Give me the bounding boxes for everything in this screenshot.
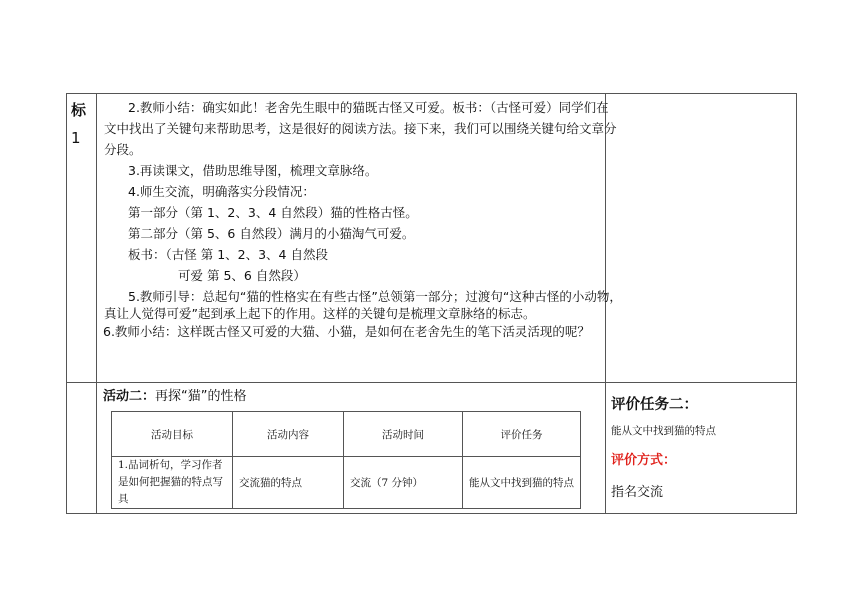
- text-line: 第一部分（第 1、2、3、4 自然段）猫的性格古怪。: [128, 205, 418, 220]
- evaluation-task-desc: 能从文中找到猫的特点: [611, 425, 716, 437]
- table-border-right: [796, 93, 797, 514]
- cell-evaluation: 能从文中找到猫的特点: [463, 457, 581, 509]
- evaluation-method-label: 评价方式：: [611, 453, 677, 468]
- evaluation-task-title: 评价任务二：: [611, 397, 698, 413]
- table-border-bottom: [66, 513, 797, 514]
- cell-time: 交流（7 分钟）: [344, 457, 463, 509]
- header-evaluation: 评价任务: [463, 412, 581, 457]
- activity-two-heading: [103, 385, 247, 404]
- header-goal: 活动目标: [112, 412, 233, 457]
- activity-label: 活动二：: [103, 389, 156, 404]
- text-line: 4.师生交流，明确落实分段情况：: [128, 184, 315, 199]
- table-border-top: [66, 93, 797, 94]
- column-divider-label: [96, 93, 97, 514]
- text-line: 2.教师小结：确实如此！老舍先生眼中的猫既古怪又可爱。板书：（古怪可爱）同学们在: [128, 100, 609, 115]
- table-row: [112, 457, 581, 509]
- cell-content: 交流猫的特点: [233, 457, 344, 509]
- cell-goal: 1.品词析句，学习作者是如何把握猫的特点写具: [112, 457, 233, 509]
- text-line: 分段。: [104, 142, 142, 157]
- row-label-1: 标: [71, 101, 87, 119]
- text-line: 真让人觉得可爱”起到承上起下的作用。这样的关键句是梳理文章脉络的标志。: [104, 306, 536, 321]
- text-line: 可爱 第 5、6 自然段）: [178, 268, 306, 283]
- text-line: 第二部分（第 5、6 自然段）满月的小猫淘气可爱。: [128, 226, 415, 241]
- table-border-left: [66, 93, 67, 514]
- row1-content: [104, 97, 622, 342]
- evaluation-method: 指名交流: [611, 485, 664, 500]
- text-line: 6.教师小结：这样既古怪又可爱的大猫、小猫，是如何在老舍先生的笔下活灵活现的呢？: [103, 324, 590, 339]
- header-time: 活动时间: [344, 412, 463, 457]
- text-line: 3.再读课文，借助思维导图，梳理文章脉络。: [128, 163, 378, 178]
- lesson-plan-table: [66, 93, 797, 514]
- row-divider: [66, 382, 797, 383]
- activity-table: [111, 411, 581, 509]
- text-line: 文中找出了关键句来帮助思考，这是很好的阅读方法。接下来，我们可以围绕关键句给文章分: [104, 121, 617, 136]
- text-line: 板书：（古怪 第 1、2、3、4 自然段: [128, 247, 328, 262]
- table-header-row: [112, 412, 581, 457]
- text-line: 5.教师引导：总起句“猫的性格实在有些古怪”总领第一部分；过渡句“这种古怪的小动物，: [128, 289, 622, 304]
- header-content: 活动内容: [233, 412, 344, 457]
- row-label-2: 1: [71, 129, 81, 147]
- activity-title: 再探“猫”的性格: [155, 389, 247, 404]
